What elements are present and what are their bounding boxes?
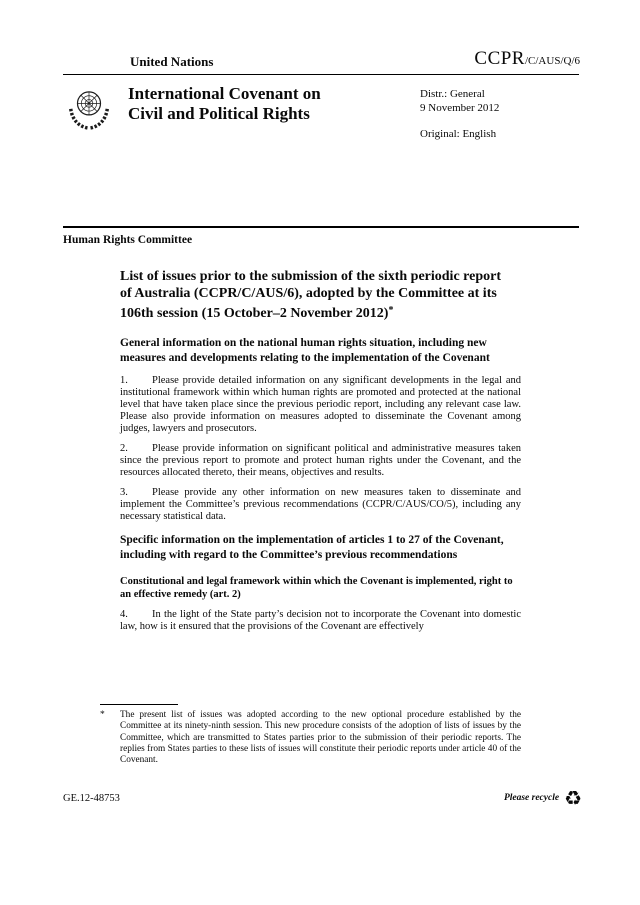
paragraph-3-number: 3. (120, 487, 128, 498)
title-footnote-ref: * (388, 305, 394, 316)
org-name: United Nations (130, 54, 214, 69)
paragraph-1 (120, 375, 521, 435)
footnote-marker: * (100, 710, 105, 720)
main-content (120, 268, 521, 641)
recycle-label: Please recycle (503, 793, 560, 803)
specific-info-heading: Specific information on the implementation of articles 1 to 27 of the Covenant, including with regard to the Committee’s previous recommendations (120, 534, 504, 561)
paragraph-2-number: 2. (120, 443, 128, 454)
committee-name: Human Rights Committee (63, 234, 193, 246)
paragraph-2-text: Please provide information on significant political and administrative measures taken since the previous report to promote and protect human rights under the Covenant, and the resources allocated thereto, their means, objectives and results. (120, 443, 521, 478)
document-symbol-rest: /C/AUS/Q/6 (524, 55, 580, 67)
document-symbol-main: CCPR (474, 48, 525, 69)
original-language-line: Original: English (420, 128, 497, 140)
document-title-text: List of issues prior to the submission of the sixth periodic report of Australia (CCPR/C/AUS/6), adopted by the Committee at its 106th session (15 October–2 November 2012) (120, 269, 501, 321)
header-divider (63, 74, 579, 75)
paragraph-4-number: 4. (120, 609, 128, 620)
paragraph-1-number: 1. (120, 375, 128, 386)
document-symbol (474, 48, 580, 70)
general-info-heading: General information on the national human rights situation, including new measures and developments relating to the implementation of the Covenant (120, 337, 490, 364)
paragraph-3-text: Please provide any other information on new measures taken to disseminate and implement the Committee’s previous recommendations (CCPR/C/AUS/CO/5), including any necessary statistical data. (120, 487, 521, 522)
distr-line: Distr.: General (420, 88, 485, 100)
distribution-block (420, 88, 499, 142)
footnote-text: The present list of issues was adopted according to the new optional procedure established by the Committee at its ninety-ninth session. This new procedure consists of the adoption of lists of issues by the Committee, which are transmitted to States parties prior to the submission of their periodic reports. The replies from States parties to these lists of issues will constitute their periodic reports under article 40 of the Covenant. (120, 710, 521, 766)
document-title (120, 268, 516, 322)
footnote (100, 710, 521, 766)
document-reference-number: GE.12-48753 (63, 793, 120, 804)
footnote-divider (100, 704, 178, 705)
footnote-area (100, 704, 521, 766)
recycle-note (504, 788, 582, 808)
paragraph-3 (120, 487, 521, 523)
covenant-title (128, 84, 321, 124)
date-line: 9 November 2012 (420, 101, 500, 114)
paragraph-4-text: In the light of the State party’s decision not to incorporate the Covenant into domestic law, how is it ensured that the provisions of the Covenant are effectively (120, 609, 521, 632)
section-divider (63, 226, 579, 228)
document-header (63, 48, 580, 70)
constitutional-framework-heading: Constitutional and legal framework within which the Covenant is implemented, right to an effective remedy (art. 2) (120, 576, 513, 600)
covenant-title-line2: Civil and Political Rights (128, 104, 310, 123)
paragraph-2 (120, 443, 521, 479)
paragraph-4 (120, 609, 521, 633)
covenant-title-line1: International Covenant on (128, 84, 321, 103)
un-emblem-icon (66, 84, 112, 132)
paragraph-1-text: Please provide detailed information on any significant developments in the legal and institutional framework within which human rights are promoted and protected at the national level that have taken place since the previous periodic report, including any relevant case law. Please also provide information on measures adopted to disseminate the Covenant among judges, lawyers and prosecutors. (120, 375, 521, 434)
recycle-icon: ♻ (564, 786, 582, 810)
